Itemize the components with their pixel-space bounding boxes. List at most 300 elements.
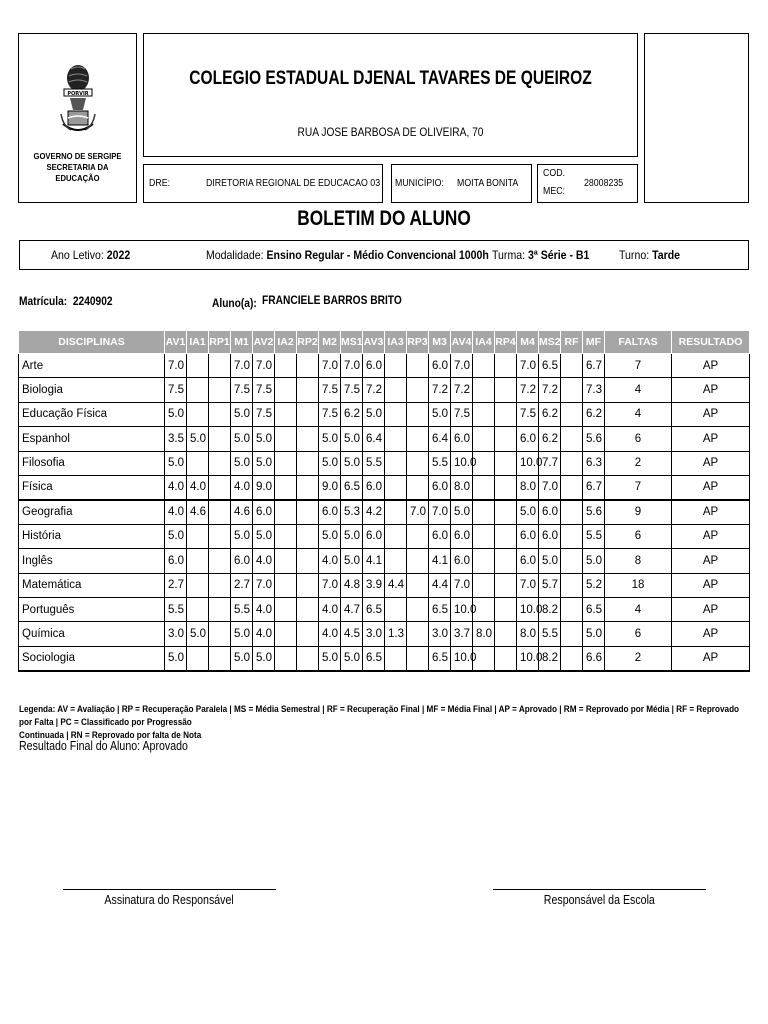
grade-cell: 6.2 — [583, 402, 605, 426]
table-row — [19, 427, 750, 451]
grade-cell: 6.3 — [583, 451, 605, 475]
grade-cell: 4.4 — [429, 573, 451, 597]
grade-cell: 7.5 — [517, 402, 539, 426]
grade-cell — [275, 500, 297, 524]
grade-cell: 8.0 — [451, 475, 473, 499]
grade-cell — [187, 573, 209, 597]
discipline-name: Português — [19, 597, 165, 621]
grade-cell: 9.0 — [253, 475, 275, 499]
cod-label-2: MEC: — [543, 186, 565, 197]
grade-cell: 6.0 — [165, 549, 187, 573]
discipline-name: Espanhol — [19, 427, 165, 451]
grade-cell — [187, 402, 209, 426]
grade-cell — [187, 378, 209, 402]
grade-cell: 7.0 — [407, 500, 429, 524]
grade-cell: 5.0 — [231, 646, 253, 670]
aluno-label-wrap — [212, 296, 265, 310]
gov-line-2: SECRETARIA DA EDUCAÇÃO — [46, 162, 109, 183]
grade-cell — [561, 524, 583, 548]
grade-cell: 4.5 — [341, 622, 363, 646]
grade-cell — [495, 402, 517, 426]
grade-cell — [209, 622, 231, 646]
column-header-ia4: IA4 — [473, 331, 495, 354]
grade-cell — [297, 549, 319, 573]
discipline-name: Geografia — [19, 500, 165, 524]
signature-label-right — [493, 893, 706, 907]
grade-cell — [473, 500, 495, 524]
signature-line-left — [63, 889, 276, 890]
grade-cell — [209, 475, 231, 499]
grade-cell: 5.0 — [319, 451, 341, 475]
grade-cell: 4.8 — [341, 573, 363, 597]
grade-cell: 6.0 — [451, 549, 473, 573]
modalidade-value: Ensino Regular - Médio Convencional 1000h — [266, 248, 489, 262]
cod-label-1: COD. — [543, 168, 565, 179]
grade-cell: 4 — [605, 597, 672, 621]
legend — [19, 703, 749, 742]
grade-cell — [385, 500, 407, 524]
grade-cell: 10.0 — [451, 646, 473, 670]
column-header-resultado: RESULTADO — [672, 331, 750, 354]
column-header-rp1: RP1 — [209, 331, 231, 354]
table-row — [19, 573, 750, 597]
discipline-name: História — [19, 524, 165, 548]
dre-field — [143, 164, 383, 203]
grade-cell — [385, 646, 407, 670]
signature-right-text: Responsável da Escola — [543, 893, 656, 907]
column-header-ia1: IA1 — [187, 331, 209, 354]
grade-cell — [495, 597, 517, 621]
gov-line-1: GOVERNO DE SERGIPE — [33, 151, 122, 161]
grade-cell: 6.0 — [539, 524, 561, 548]
grade-cell — [495, 500, 517, 524]
grade-cell — [209, 549, 231, 573]
grade-cell — [495, 451, 517, 475]
grade-cell: 18 — [605, 573, 672, 597]
grade-cell: 3.0 — [165, 622, 187, 646]
grade-cell: 5.0 — [231, 622, 253, 646]
grade-cell: AP — [672, 354, 750, 378]
dre-label: DRE: — [149, 178, 171, 189]
table-row — [19, 597, 750, 621]
grade-cell: 5.0 — [319, 524, 341, 548]
grade-cell — [407, 475, 429, 499]
grade-cell: AP — [672, 622, 750, 646]
grade-cell: 7.0 — [319, 573, 341, 597]
grade-cell: 7.0 — [319, 354, 341, 378]
grade-cell: 7.0 — [253, 354, 275, 378]
grade-cell: 5.0 — [341, 451, 363, 475]
grade-cell: 7.0 — [429, 500, 451, 524]
discipline-name: Arte — [19, 354, 165, 378]
grade-cell: 6.2 — [539, 402, 561, 426]
grade-cell: 5.0 — [231, 427, 253, 451]
grade-cell: 4 — [605, 402, 672, 426]
grade-cell: 6.0 — [539, 500, 561, 524]
grade-cell — [561, 402, 583, 426]
grade-cell: 5.0 — [341, 646, 363, 670]
column-header-disciplinas: DISCIPLINAS — [19, 331, 165, 354]
school-header — [143, 33, 638, 157]
table-row — [19, 524, 750, 548]
grade-cell: AP — [672, 378, 750, 402]
grade-cell — [473, 402, 495, 426]
grade-cell — [297, 475, 319, 499]
grade-cell: 5.7 — [539, 573, 561, 597]
grade-cell — [275, 524, 297, 548]
grade-cell: 3.5 — [165, 427, 187, 451]
column-header-av3: AV3 — [363, 331, 385, 354]
grade-cell: 6.5 — [429, 597, 451, 621]
grade-cell: 6.6 — [583, 646, 605, 670]
table-row — [19, 475, 750, 499]
grade-cell — [561, 549, 583, 573]
grade-cell — [209, 573, 231, 597]
grade-cell: 7.0 — [165, 354, 187, 378]
grade-cell: 10.0 — [517, 597, 539, 621]
column-header-m2: M2 — [319, 331, 341, 354]
grade-cell: AP — [672, 500, 750, 524]
grade-cell: 7.0 — [451, 573, 473, 597]
grade-cell: 7.2 — [363, 378, 385, 402]
grade-cell: 5.0 — [231, 524, 253, 548]
ano-value: 2022 — [106, 248, 131, 262]
grade-cell — [407, 622, 429, 646]
grade-cell: 7.0 — [517, 354, 539, 378]
grade-cell: 7.3 — [583, 378, 605, 402]
grade-cell: 6.5 — [539, 354, 561, 378]
grade-cell: 6.7 — [583, 354, 605, 378]
grade-cell: 6.0 — [517, 524, 539, 548]
grades-table — [18, 330, 750, 672]
column-header-m3: M3 — [429, 331, 451, 354]
grade-cell: 7.5 — [341, 378, 363, 402]
table-row — [19, 402, 750, 426]
signature-left-text: Assinatura do Responsável — [104, 893, 235, 907]
grade-cell — [385, 524, 407, 548]
grade-cell: 7.5 — [165, 378, 187, 402]
table-row — [19, 378, 750, 402]
table-row — [19, 500, 750, 524]
grade-cell — [275, 427, 297, 451]
grade-cell — [275, 573, 297, 597]
grade-cell: 7.5 — [319, 378, 341, 402]
grade-cell — [275, 354, 297, 378]
grade-cell — [407, 451, 429, 475]
column-header-rp2: RP2 — [297, 331, 319, 354]
grade-cell — [407, 354, 429, 378]
cod-mec-field — [537, 164, 638, 203]
photo-box — [644, 33, 749, 203]
grade-cell — [297, 597, 319, 621]
grade-cell: 10.0 — [451, 451, 473, 475]
discipline-name: Química — [19, 622, 165, 646]
grade-cell: 5.0 — [165, 524, 187, 548]
table-body — [19, 354, 750, 671]
grade-cell — [407, 524, 429, 548]
column-header-ia2: IA2 — [275, 331, 297, 354]
turno-value: Tarde — [652, 248, 681, 262]
grade-cell: 4.0 — [253, 549, 275, 573]
turma-value: 3ª Série - B1 — [527, 248, 590, 262]
turma-label: Turma: — [492, 248, 526, 262]
final-result — [19, 739, 218, 753]
grade-cell — [385, 451, 407, 475]
matricula — [19, 294, 129, 308]
grade-cell — [275, 378, 297, 402]
grade-cell: 4.0 — [187, 475, 209, 499]
grade-cell: AP — [672, 646, 750, 670]
grade-cell — [495, 549, 517, 573]
column-header-av4: AV4 — [451, 331, 473, 354]
info-bar — [19, 240, 749, 270]
grade-cell: 4.7 — [341, 597, 363, 621]
final-result-text: Resultado Final do Aluno: Aprovado — [19, 739, 188, 753]
grade-cell: 7.7 — [539, 451, 561, 475]
municipio-field — [391, 164, 532, 203]
grade-cell: 5.5 — [231, 597, 253, 621]
grade-cell: 4.0 — [319, 549, 341, 573]
grade-cell: 6.0 — [517, 427, 539, 451]
grade-cell: 7.2 — [451, 378, 473, 402]
grade-cell — [561, 475, 583, 499]
grade-cell: 4.6 — [187, 500, 209, 524]
grade-cell: AP — [672, 427, 750, 451]
grade-cell: AP — [672, 549, 750, 573]
grade-cell — [385, 402, 407, 426]
grade-cell: 6.0 — [363, 524, 385, 548]
table-header-row — [19, 331, 750, 354]
grade-cell: 5.6 — [583, 427, 605, 451]
grade-cell: 5.0 — [253, 646, 275, 670]
grade-cell: 5.0 — [165, 451, 187, 475]
grade-cell: 5.0 — [517, 500, 539, 524]
grade-cell: 4.2 — [363, 500, 385, 524]
grade-cell — [297, 622, 319, 646]
table-row — [19, 451, 750, 475]
grade-cell — [275, 622, 297, 646]
grade-cell: 5.0 — [231, 451, 253, 475]
signature-label-left — [63, 893, 276, 907]
grade-cell: 6 — [605, 622, 672, 646]
grade-cell — [473, 475, 495, 499]
grade-cell — [407, 597, 429, 621]
grade-cell: 6.5 — [341, 475, 363, 499]
turno-label: Turno: — [619, 248, 650, 262]
grade-cell — [495, 354, 517, 378]
grade-cell: 5.0 — [341, 427, 363, 451]
grade-cell — [297, 500, 319, 524]
discipline-name: Sociologia — [19, 646, 165, 670]
grade-cell: 5.0 — [231, 402, 253, 426]
grade-cell — [407, 427, 429, 451]
grade-cell: 7.5 — [231, 378, 253, 402]
grade-cell — [473, 573, 495, 597]
grade-cell: 4.0 — [165, 500, 187, 524]
ano-label: Ano Letivo: — [51, 248, 104, 262]
grade-cell — [495, 646, 517, 670]
grade-cell: AP — [672, 573, 750, 597]
grade-cell: 6.4 — [363, 427, 385, 451]
grade-cell: 4 — [605, 378, 672, 402]
municipio-label: MUNICÍPIO: — [395, 178, 444, 189]
grade-cell: 7.5 — [451, 402, 473, 426]
grade-cell: 5.0 — [319, 646, 341, 670]
grade-cell: 7.0 — [517, 573, 539, 597]
grade-cell — [275, 549, 297, 573]
grade-cell: 6.0 — [231, 549, 253, 573]
discipline-name: Biologia — [19, 378, 165, 402]
table-row — [19, 549, 750, 573]
grade-cell: 7 — [605, 475, 672, 499]
grade-cell: 6.5 — [583, 597, 605, 621]
grade-cell: 5.0 — [253, 524, 275, 548]
school-address: RUA JOSE BARBOSA DE OLIVEIRA, 70 — [297, 125, 484, 139]
grade-cell: 9.0 — [319, 475, 341, 499]
grade-cell: 5.0 — [319, 427, 341, 451]
column-header-faltas: FALTAS — [605, 331, 672, 354]
aluno-label: Aluno(a): — [212, 296, 257, 310]
grade-cell: 7.2 — [429, 378, 451, 402]
grade-cell: AP — [672, 475, 750, 499]
dre-value: DIRETORIA REGIONAL DE EDUCACAO 03 — [206, 178, 381, 189]
grade-cell — [187, 524, 209, 548]
grade-cell — [495, 524, 517, 548]
grade-cell: 3.9 — [363, 573, 385, 597]
grade-cell: 7.0 — [451, 354, 473, 378]
grade-cell — [297, 378, 319, 402]
grade-cell: 2 — [605, 451, 672, 475]
grade-cell — [275, 597, 297, 621]
grade-cell — [209, 378, 231, 402]
grade-cell — [385, 597, 407, 621]
grade-cell: 4.0 — [319, 622, 341, 646]
grade-cell: 4.4 — [385, 573, 407, 597]
grade-cell: 6.7 — [583, 475, 605, 499]
grade-cell — [275, 451, 297, 475]
grade-cell: 7.0 — [231, 354, 253, 378]
grade-cell — [561, 354, 583, 378]
grade-cell: 6.0 — [429, 354, 451, 378]
grade-cell: 6.0 — [451, 524, 473, 548]
grade-cell: 4.0 — [253, 597, 275, 621]
grade-cell — [407, 402, 429, 426]
grade-cell — [561, 597, 583, 621]
grade-cell: 6.0 — [429, 524, 451, 548]
grade-cell — [297, 573, 319, 597]
grade-cell: 6.5 — [363, 646, 385, 670]
grade-cell — [275, 402, 297, 426]
grade-cell: 10.0 — [517, 451, 539, 475]
grade-cell: 5.0 — [187, 427, 209, 451]
grade-cell: 7.5 — [253, 402, 275, 426]
grade-cell: 6.2 — [539, 427, 561, 451]
column-header-ms1: MS1 — [341, 331, 363, 354]
grade-cell: 6.5 — [363, 597, 385, 621]
grade-cell: 4.0 — [319, 597, 341, 621]
column-header-av1: AV1 — [165, 331, 187, 354]
grade-cell — [473, 549, 495, 573]
grade-cell — [275, 646, 297, 670]
grade-cell — [297, 646, 319, 670]
cod-value: 28008235 — [584, 178, 624, 189]
matricula-value: 2240902 — [72, 294, 113, 308]
grade-cell: 5.0 — [363, 402, 385, 426]
column-header-rp3: RP3 — [407, 331, 429, 354]
grade-cell — [473, 378, 495, 402]
grade-cell — [385, 378, 407, 402]
grade-cell — [495, 622, 517, 646]
grade-cell — [385, 354, 407, 378]
grade-cell — [209, 402, 231, 426]
table-row — [19, 646, 750, 670]
grade-cell: 5.0 — [341, 524, 363, 548]
grade-cell: 4.1 — [363, 549, 385, 573]
grade-cell — [407, 573, 429, 597]
grade-cell — [473, 354, 495, 378]
grade-cell: 7.0 — [341, 354, 363, 378]
discipline-name: Filosofia — [19, 451, 165, 475]
grade-cell — [385, 475, 407, 499]
grade-cell: 3.7 — [451, 622, 473, 646]
grade-cell — [187, 451, 209, 475]
grade-cell: 6 — [605, 427, 672, 451]
grade-cell: 6.0 — [319, 500, 341, 524]
grade-cell — [495, 475, 517, 499]
grade-cell — [209, 500, 231, 524]
grade-cell: 5.0 — [583, 549, 605, 573]
grade-cell: 6.0 — [363, 475, 385, 499]
grade-cell — [209, 451, 231, 475]
grade-cell: 5.3 — [341, 500, 363, 524]
modalidade-label: Modalidade: — [206, 248, 264, 262]
grade-cell: 5.6 — [583, 500, 605, 524]
grade-cell — [495, 573, 517, 597]
grade-cell: 6.2 — [341, 402, 363, 426]
grade-cell: 8.0 — [517, 622, 539, 646]
discipline-name: Matemática — [19, 573, 165, 597]
grade-cell: 8.0 — [517, 475, 539, 499]
grade-cell: 5.5 — [583, 524, 605, 548]
grade-cell: 5.0 — [583, 622, 605, 646]
signature-line-right — [493, 889, 706, 890]
legend-line-2: Continuada | RN = Reprovado por falta de Nota — [19, 730, 202, 741]
grade-cell — [407, 549, 429, 573]
grade-cell — [209, 597, 231, 621]
grade-cell — [561, 646, 583, 670]
grade-cell: 3.0 — [429, 622, 451, 646]
grade-cell: 5.0 — [341, 549, 363, 573]
grade-cell: 10.0 — [451, 597, 473, 621]
grade-cell: 1.3 — [385, 622, 407, 646]
grade-cell: 5.0 — [165, 402, 187, 426]
grade-cell: 6.0 — [517, 549, 539, 573]
column-header-rp4: RP4 — [495, 331, 517, 354]
grade-cell — [561, 500, 583, 524]
grade-cell: 5.5 — [539, 622, 561, 646]
column-header-m4: M4 — [517, 331, 539, 354]
grade-cell: 10.0 — [517, 646, 539, 670]
grade-cell: AP — [672, 451, 750, 475]
logo-panel — [18, 33, 137, 203]
grade-cell: 6.4 — [429, 427, 451, 451]
grade-cell: 6.0 — [363, 354, 385, 378]
grade-cell: 7 — [605, 354, 672, 378]
grade-cell: 2.7 — [231, 573, 253, 597]
grade-cell — [473, 427, 495, 451]
grade-cell — [561, 451, 583, 475]
logo-text: PORVIR — [67, 91, 89, 97]
